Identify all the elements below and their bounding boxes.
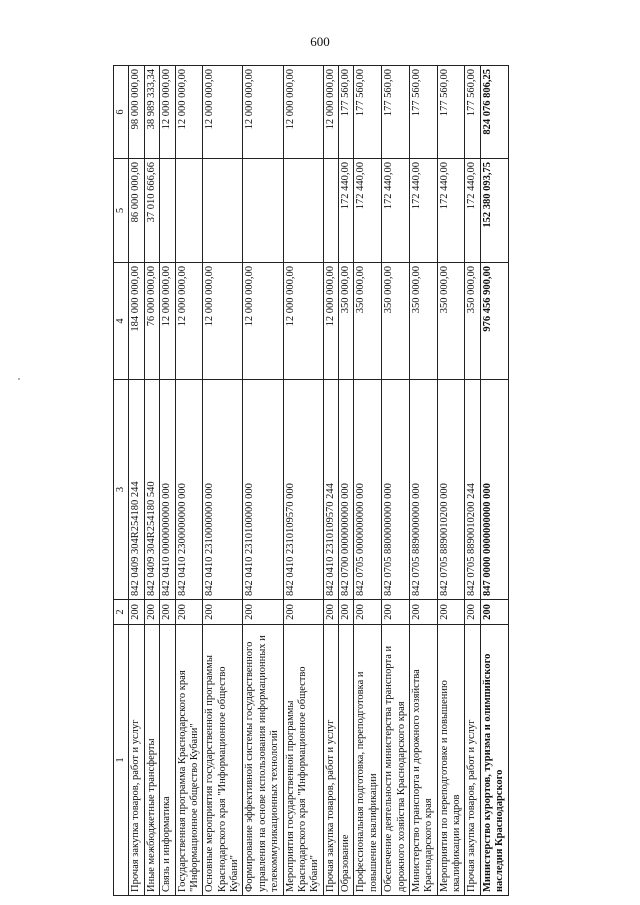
cell-v4: 76 000 000,00 xyxy=(144,263,159,380)
cell-c2: 200 xyxy=(129,600,144,625)
cell-c2: 200 xyxy=(243,600,283,625)
cell-v5 xyxy=(175,159,203,263)
table-row xyxy=(437,66,465,896)
cell-name: Профессиональная подготовка, переподготовка и повышение квалификации xyxy=(354,625,382,896)
cell-name: Государственная программа Краснодарского края "Информационное общество Кубани" xyxy=(175,625,203,896)
cell-v6: 177 560,00 xyxy=(409,66,437,159)
table-row xyxy=(480,66,508,896)
cell-v4: 350 000,00 xyxy=(382,263,410,380)
cell-code: 842 0410 2300000000 000 xyxy=(175,380,203,600)
cell-v5 xyxy=(323,159,338,263)
col-header: 5 xyxy=(114,159,129,263)
page-number: 600 xyxy=(310,34,330,49)
cell-v5: 172 440,00 xyxy=(465,159,480,263)
cell-code: 847 0000 0000000000 000 xyxy=(480,380,508,600)
cell-code: 842 0409 304R254180 244 xyxy=(129,380,144,600)
table-row xyxy=(409,66,437,896)
cell-c2: 200 xyxy=(437,600,465,625)
cell-c2: 200 xyxy=(160,600,175,625)
cell-c2: 200 xyxy=(323,600,338,625)
cell-name: Формирование эффективной системы государственного управления на основе использования информационных и телекоммуникационных технологий xyxy=(243,625,283,896)
cell-code: 842 0705 8800000000 000 xyxy=(382,380,410,600)
cell-name: Основные мероприятия государственной программы Краснодарского края "Информационное общество Кубани" xyxy=(203,625,243,896)
table-row xyxy=(382,66,410,896)
cell-name: Мероприятия по переподготовке и повышению квалификации кадров xyxy=(437,625,465,896)
cell-c2: 200 xyxy=(480,600,508,625)
cell-v6: 12 000 000,00 xyxy=(160,66,175,159)
cell-v4: 184 000 000,00 xyxy=(129,263,144,380)
cell-v5 xyxy=(160,159,175,263)
cell-c2: 200 xyxy=(175,600,203,625)
cell-v4: 12 000 000,00 xyxy=(243,263,283,380)
rotated-table-container xyxy=(113,66,640,896)
cell-v5 xyxy=(203,159,243,263)
cell-v5 xyxy=(283,159,323,263)
cell-v5: 86 000 000,00 xyxy=(129,159,144,263)
scan-speck xyxy=(18,378,20,380)
cell-name: Прочая закупка товаров, работ и услуг xyxy=(323,625,338,896)
cell-v6: 177 560,00 xyxy=(339,66,354,159)
cell-c2: 200 xyxy=(382,600,410,625)
cell-v5: 172 440,00 xyxy=(437,159,465,263)
cell-c2: 200 xyxy=(283,600,323,625)
cell-v4: 350 000,00 xyxy=(339,263,354,380)
cell-code: 842 0705 8890000000 000 xyxy=(409,380,437,600)
cell-v6: 177 560,00 xyxy=(437,66,465,159)
table-row xyxy=(465,66,480,896)
cell-name: Прочая закупка товаров, работ и услуг xyxy=(129,625,144,896)
cell-code: 842 0410 2310109570 000 xyxy=(283,380,323,600)
cell-v5: 37 010 666,66 xyxy=(144,159,159,263)
cell-v5: 152 380 093,75 xyxy=(480,159,508,263)
cell-v6: 177 560,00 xyxy=(465,66,480,159)
cell-v5: 172 440,00 xyxy=(354,159,382,263)
cell-v4: 12 000 000,00 xyxy=(175,263,203,380)
cell-v4: 350 000,00 xyxy=(465,263,480,380)
cell-v4: 350 000,00 xyxy=(437,263,465,380)
cell-v4: 350 000,00 xyxy=(354,263,382,380)
cell-name: Министерство курортов, туризма и олимпийского наследия Краснодарского xyxy=(480,625,508,896)
cell-v6: 12 000 000,00 xyxy=(283,66,323,159)
cell-c2: 200 xyxy=(465,600,480,625)
cell-name: Министерство транспорта и дорожного хозяйства Краснодарского края xyxy=(409,625,437,896)
table-row xyxy=(339,66,354,896)
cell-code: 842 0410 2310000000 000 xyxy=(203,380,243,600)
cell-name: Связь и информатика xyxy=(160,625,175,896)
cell-v6: 177 560,00 xyxy=(382,66,410,159)
cell-code: 842 0409 304R254180 540 xyxy=(144,380,159,600)
table-row xyxy=(323,66,338,896)
cell-name: Обеспечение деятельности министерства транспорта и дорожного хозяйства Краснодарского края xyxy=(382,625,410,896)
col-header: 2 xyxy=(114,600,129,625)
cell-v4: 976 456 900,00 xyxy=(480,263,508,380)
cell-v4: 350 000,00 xyxy=(409,263,437,380)
cell-c2: 200 xyxy=(144,600,159,625)
table-row xyxy=(175,66,203,896)
cell-v5: 172 440,00 xyxy=(339,159,354,263)
cell-v4: 12 000 000,00 xyxy=(283,263,323,380)
cell-v6: 12 000 000,00 xyxy=(203,66,243,159)
cell-v5: 172 440,00 xyxy=(382,159,410,263)
cell-v6: 98 000 000,00 xyxy=(129,66,144,159)
cell-v6: 12 000 000,00 xyxy=(323,66,338,159)
col-header: 1 xyxy=(114,625,129,896)
col-header: 6 xyxy=(114,66,129,159)
cell-c2: 200 xyxy=(203,600,243,625)
table-row xyxy=(129,66,144,896)
cell-name: Образование xyxy=(339,625,354,896)
cell-v6: 824 076 806,25 xyxy=(480,66,508,159)
header-row xyxy=(114,66,129,896)
cell-code: 842 0705 8890010200 244 xyxy=(465,380,480,600)
cell-code: 842 0705 0000000000 000 xyxy=(354,380,382,600)
cell-v4: 12 000 000,00 xyxy=(203,263,243,380)
table-row xyxy=(144,66,159,896)
cell-code: 842 0410 0000000000 000 xyxy=(160,380,175,600)
cell-v4: 12 000 000,00 xyxy=(160,263,175,380)
table-row xyxy=(243,66,283,896)
table-row xyxy=(160,66,175,896)
cell-v6: 12 000 000,00 xyxy=(243,66,283,159)
cell-c2: 200 xyxy=(409,600,437,625)
cell-code: 842 0705 8890010200 000 xyxy=(437,380,465,600)
cell-v5 xyxy=(243,159,283,263)
table-row xyxy=(203,66,243,896)
cell-v6: 38 989 333,34 xyxy=(144,66,159,159)
cell-v6: 12 000 000,00 xyxy=(175,66,203,159)
cell-code: 842 0700 0000000000 000 xyxy=(339,380,354,600)
col-header: 3 xyxy=(114,380,129,600)
cell-code: 842 0410 2310100000 000 xyxy=(243,380,283,600)
col-header: 4 xyxy=(114,263,129,380)
cell-code: 842 0410 2310109570 244 xyxy=(323,380,338,600)
table-row xyxy=(354,66,382,896)
cell-c2: 200 xyxy=(354,600,382,625)
cell-name: Иные межбюджетные трансферты xyxy=(144,625,159,896)
cell-v6: 177 560,00 xyxy=(354,66,382,159)
cell-name: Прочая закупка товаров, работ и услуг xyxy=(465,625,480,896)
cell-v4: 12 000 000,00 xyxy=(323,263,338,380)
budget-table xyxy=(113,65,509,896)
cell-c2: 200 xyxy=(339,600,354,625)
cell-name: Мероприятия государственной программы Краснодарского края "Информационное общество Кубани" xyxy=(283,625,323,896)
cell-v5: 172 440,00 xyxy=(409,159,437,263)
table-row xyxy=(283,66,323,896)
